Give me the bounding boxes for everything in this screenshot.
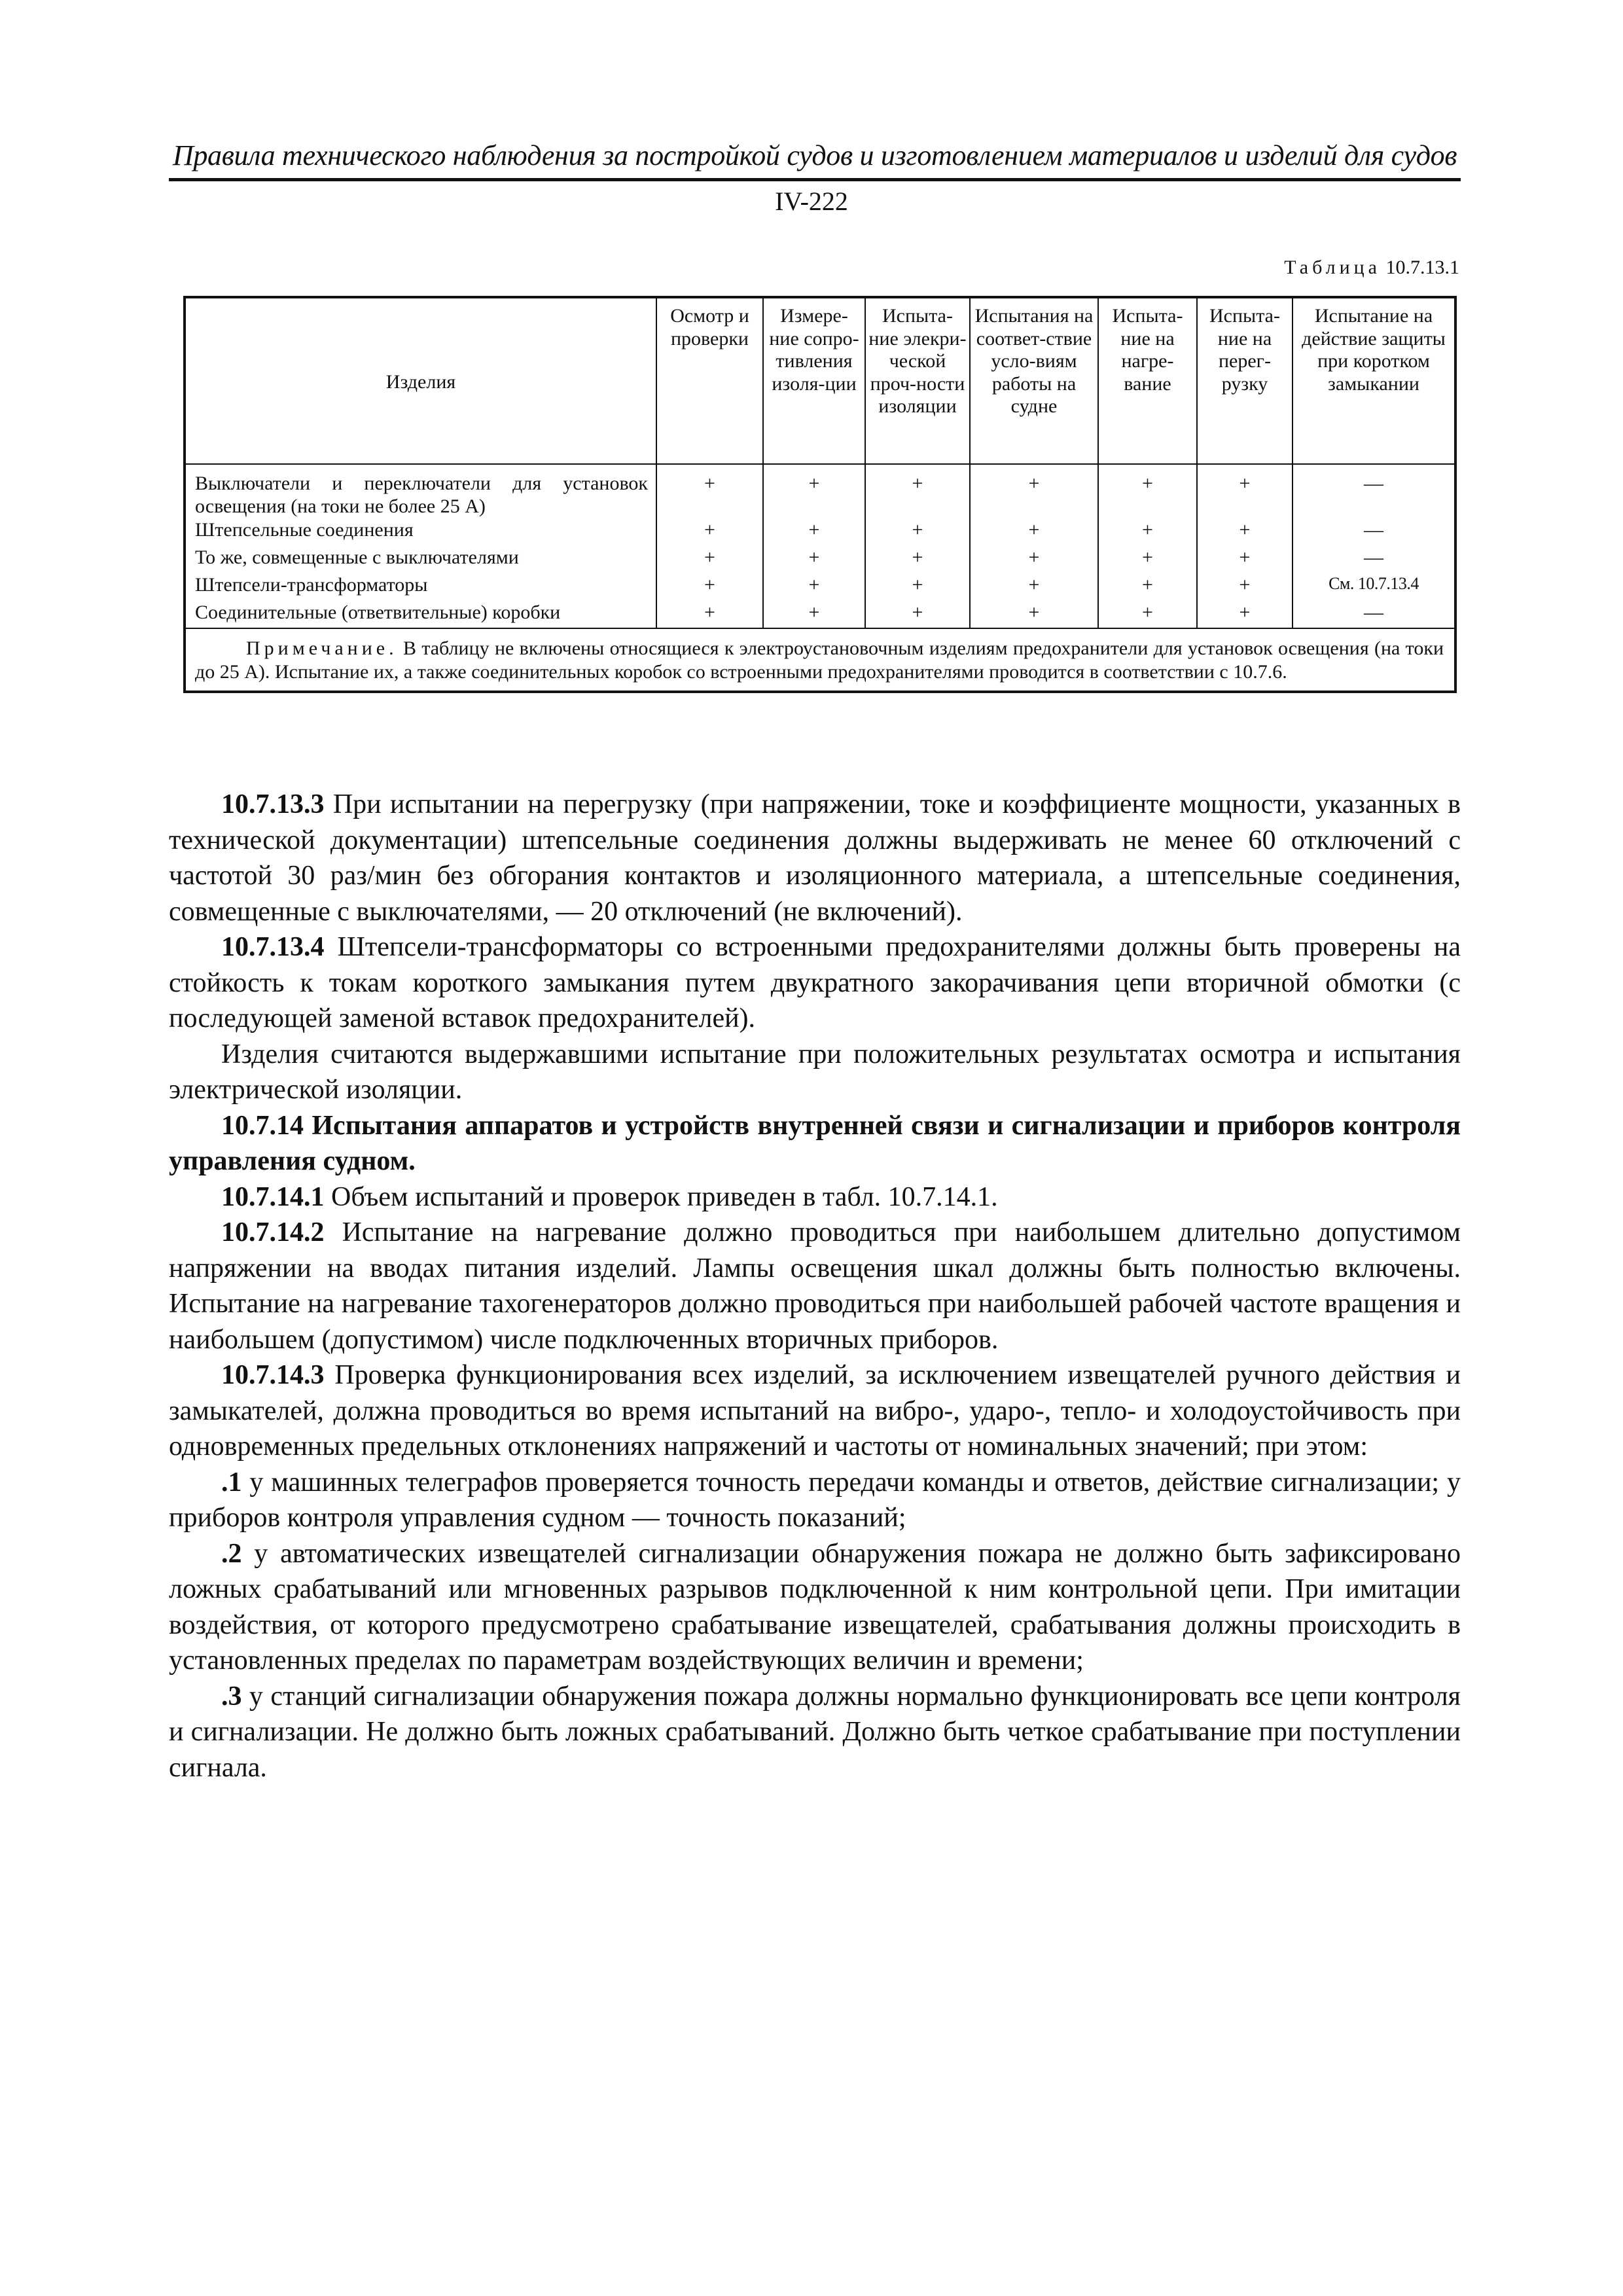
cross-reference-cell: См. 10.7.13.4 (1293, 573, 1455, 600)
table-cell: + (656, 545, 763, 573)
list-item (169, 1536, 1461, 1679)
paragraph (169, 1037, 1461, 1108)
note-text: В таблицу не включены относящиеся к электроустановочным изделиям предохранители для установок освещения (на токи до 25 А). Испытание их, а также соединительных коробок со встроенными предохранителями проводится в соответствии с 10.7.6. (195, 637, 1444, 683)
table-cell: — (1293, 518, 1455, 545)
table-row (185, 600, 1455, 628)
header-divider (169, 178, 1461, 181)
paragraph-text: у станций сигнализации обнаружения пожара должны нормально функционировать все цепи контроля и сигнализации. Не должно быть ложных срабатываний. Должно быть четкое срабатывание при поступлении сигнала. (169, 1681, 1461, 1783)
note-label: Примечание. (246, 637, 398, 659)
item-name-cell: Соединительные (ответвительные) коробки (185, 600, 656, 628)
table-cell: + (970, 545, 1098, 573)
table-caption-label: Таблица (1284, 257, 1381, 278)
table-cell: — (1293, 464, 1455, 518)
page-number: IV-222 (775, 187, 848, 216)
item-name-cell: Штепсели-трансформаторы (185, 573, 656, 600)
list-item (169, 1465, 1461, 1536)
table-cell: + (865, 464, 970, 518)
paragraph-text: Изделия считаются выдержавшими испытание при положительных результатах осмотра и испытания электрической изоляции. (169, 1039, 1461, 1105)
table-cell: + (1098, 518, 1197, 545)
item-name-cell: Выключатели и переключатели для установок освещения (на токи не более 25 А) (185, 464, 656, 518)
table-row (185, 464, 1455, 518)
paragraph-text: у машинных телеграфов проверяется точность передачи команды и ответов, действие сигнализации; у приборов контроля управления судном — точность показаний; (169, 1467, 1461, 1533)
item-name-cell: Штепсельные соединения (185, 518, 656, 545)
table-cell: + (763, 464, 865, 518)
paragraph-text: Испытание на нагревание должно проводиться при наибольшем длительно допустимом напряжении на вводах питания изделий. Лампы освещения шкал должны быть полностью включены. Испытание на нагревание тахогенераторов должно проводиться при наибольшей рабочей частоте вращения и наибольшем (допустимом) числе подключенных вторичных приборов. (169, 1217, 1461, 1355)
paragraph-text: Проверка функционирования всех изделий, за исключением извещателей ручного действия и замыкателей, должна проводиться во время испытаний на вибро-, ударо-, тепло- и холодоустойчивость при одновременных предельных отклонениях напряжений и частоты от номинальных значений; при этом: (169, 1360, 1461, 1462)
table-row (185, 545, 1455, 573)
column-header: Испыта-ние на перег-рузку (1197, 297, 1293, 464)
table-cell: + (1098, 600, 1197, 628)
paragraph-text: у автоматических извещателей сигнализации обнаружения пожара не должно быть зафиксировано ложных срабатываний или мгновенных разрывов подключенной к ним контрольной цепи. При имитации воздействия, от которого предусмотрено срабатывание извещателей, срабатывания должны происходить в установленных пределах по параметрам воздействующих величин и времени; (169, 1538, 1461, 1676)
paragraph (169, 1179, 1461, 1215)
clause-number: 10.7.13.4 (221, 932, 325, 962)
table-cell: + (865, 573, 970, 600)
paragraph (169, 787, 1461, 929)
paragraph-text: Штепсели-трансформаторы со встроенными предохранителями должны быть проверены на стойкость к токам короткого замыкания путем двукратного закорачивания цепи вторичной обмотки (с последующей заменой вставок предохранителей). (169, 932, 1461, 1033)
table-cell: + (970, 573, 1098, 600)
table-cell: — (1293, 545, 1455, 573)
list-marker: .2 (221, 1538, 242, 1569)
table-note (185, 628, 1455, 692)
table-cell: + (763, 545, 865, 573)
table-cell: + (656, 464, 763, 518)
table-cell: + (865, 545, 970, 573)
test-requirements-table (183, 296, 1457, 693)
table-cell: + (1197, 600, 1293, 628)
item-name-cell: То же, совмещенные с выключателями (185, 545, 656, 573)
column-header: Испыта-ние элекри-ческой проч-ности изоляции (865, 297, 970, 464)
clause-number: 10.7.14.3 (221, 1360, 325, 1390)
table-row (185, 518, 1455, 545)
table-cell: + (763, 573, 865, 600)
table-cell: + (1197, 464, 1293, 518)
column-header: Измере-ние сопро-тивления изоля-ции (763, 297, 865, 464)
section-heading-text: 10.7.14 Испытания аппаратов и устройств внутренней связи и сигнализации и приборов контроля управления судном. (169, 1110, 1461, 1176)
column-header: Изделия (185, 297, 656, 464)
column-header: Осмотр и проверки (656, 297, 763, 464)
paragraph-text: Объем испытаний и проверок приведен в табл. 10.7.14.1. (324, 1181, 998, 1212)
table-cell: + (1098, 545, 1197, 573)
table-cell: — (1293, 600, 1455, 628)
table-cell: + (656, 518, 763, 545)
column-header: Испытание на действие защиты при коротком замыкании (1293, 297, 1455, 464)
table-cell: + (1197, 573, 1293, 600)
table-cell: + (763, 600, 865, 628)
paragraph (169, 1357, 1461, 1465)
clause-number: 10.7.14.2 (221, 1217, 325, 1247)
table-header-row (185, 297, 1455, 464)
section-heading (169, 1108, 1461, 1179)
paragraph-text: При испытании на перегрузку (при напряжении, токе и коэффициенте мощности, указанных в технической документации) штепсельные соединения должны выдерживать не менее 60 отключений с частотой 30 раз/мин без обгорания контактов и изоляционного материала, а штепсельные соединения, совмещенные с выключателями, — 20 отключений (не включений). (169, 789, 1461, 927)
table-cell: + (1098, 573, 1197, 600)
clause-number: 10.7.13.3 (221, 789, 325, 819)
table-cell: + (1197, 518, 1293, 545)
clause-number: 10.7.14.1 (221, 1181, 325, 1212)
table-cell: + (1197, 545, 1293, 573)
paragraph (169, 1215, 1461, 1357)
table-cell: + (656, 573, 763, 600)
table-cell: + (1098, 464, 1197, 518)
table-cell: + (970, 600, 1098, 628)
table-row (185, 573, 1455, 600)
body-text (169, 787, 1461, 1785)
table-note-row (185, 628, 1455, 692)
table-cell: + (865, 518, 970, 545)
table-cell: + (865, 600, 970, 628)
column-header: Испытания на соответ-ствие усло-виям работы на судне (970, 297, 1098, 464)
table-cell: + (970, 518, 1098, 545)
table-cell: + (970, 464, 1098, 518)
table-caption (1284, 257, 1459, 279)
list-marker: .3 (221, 1681, 242, 1712)
list-item (169, 1679, 1461, 1786)
paragraph (169, 929, 1461, 1037)
table-cell: + (656, 600, 763, 628)
table-caption-number: 10.7.13.1 (1385, 257, 1459, 278)
column-header: Испыта-ние на нагре-вание (1098, 297, 1197, 464)
list-marker: .1 (221, 1467, 242, 1498)
running-header-title: Правила технического наблюдения за постройкой судов и изготовлением материалов и изделий для судов (172, 139, 1457, 171)
table-cell: + (763, 518, 865, 545)
